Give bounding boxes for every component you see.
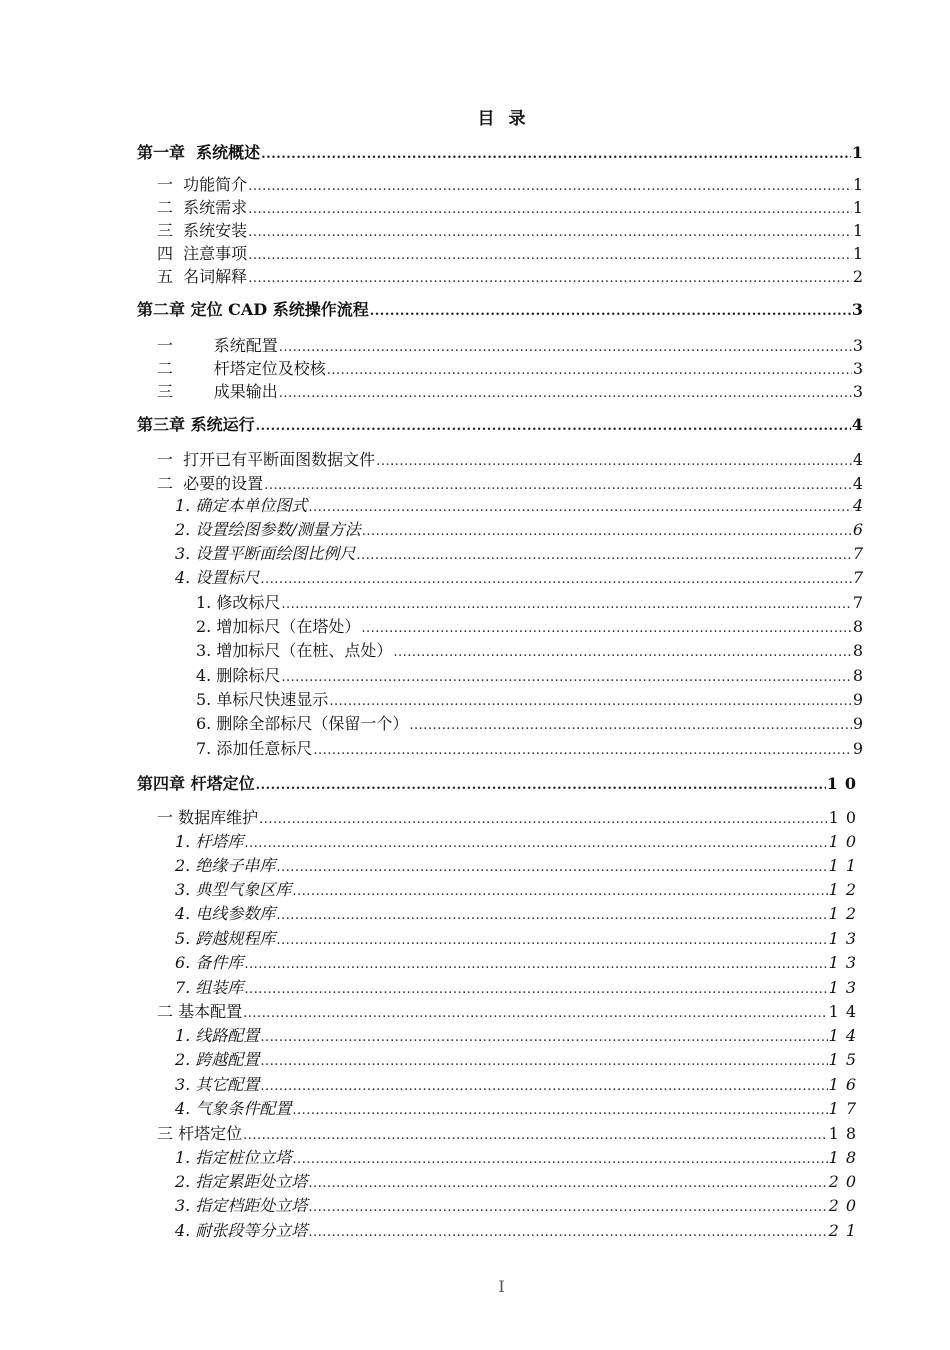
toc-entry[interactable] (175, 1218, 863, 1241)
toc-entry-page: 1 (852, 175, 863, 194)
leader-dots (292, 1103, 827, 1118)
toc-entry[interactable] (157, 447, 863, 470)
toc-entry[interactable] (157, 333, 863, 356)
leader-dots (308, 1176, 827, 1191)
toc-entry-label: 4. 删除标尺 (196, 666, 281, 685)
toc-entry[interactable] (157, 1121, 863, 1144)
toc-entry-label: 二 基本配置 (157, 1002, 243, 1021)
toc-entry-label: 二 必要的设置 (157, 474, 264, 493)
toc-entry-page: 1 (852, 221, 863, 240)
toc-entry-label: 五 名词解释 (157, 267, 248, 286)
toc-entry-label: 1. 指定桩位立塔 (175, 1148, 292, 1167)
toc-entry-page: 3 (852, 359, 863, 378)
toc-entry-page: 1 (852, 198, 863, 217)
toc-entry-page: 8 (852, 666, 863, 685)
leader-dots (244, 836, 827, 851)
toc-entry-page: 7 (852, 593, 863, 612)
leader-dots (248, 202, 852, 217)
leader-dots (308, 1200, 827, 1215)
toc-entry[interactable] (196, 663, 863, 686)
toc-entry[interactable] (157, 172, 863, 195)
toc-entry[interactable] (157, 379, 863, 402)
leader-dots (393, 645, 851, 660)
leader-dots (276, 933, 827, 948)
leader-dots (313, 743, 851, 758)
toc-entry[interactable] (175, 565, 863, 588)
leader-dots (243, 1006, 828, 1021)
leader-dots (256, 778, 826, 793)
toc-entry[interactable] (175, 950, 863, 973)
toc-chapter-entry[interactable] (137, 412, 863, 435)
toc-entry[interactable] (157, 218, 863, 241)
toc-entry-label: 3. 其它配置 (175, 1075, 260, 1094)
toc-entry-label: 第四章 杆塔定位 (137, 774, 255, 793)
toc-entry-page: 9 (852, 690, 863, 709)
toc-entry-page: 3 (852, 382, 863, 401)
toc-entry-label: 三 杆塔定位 (157, 1124, 243, 1143)
toc-entry[interactable] (196, 736, 863, 759)
toc-entry-label: 4. 电线参数库 (175, 904, 276, 923)
toc-entry[interactable] (175, 1169, 863, 1192)
toc-entry[interactable] (175, 1145, 863, 1168)
leader-dots (329, 694, 851, 709)
toc-entry-page: 16 (828, 1075, 863, 1094)
leader-dots (248, 179, 852, 194)
leader-dots (281, 670, 851, 685)
leader-dots (281, 597, 851, 612)
toc-entry-page: 13 (828, 953, 863, 972)
leader-dots (308, 1225, 827, 1240)
toc-entry[interactable] (175, 493, 863, 516)
toc-entry[interactable] (175, 517, 863, 540)
leader-dots (356, 548, 851, 563)
toc-entry-page: 7 (852, 544, 863, 563)
toc-entry-label: 6. 删除全部标尺（保留一个） (196, 714, 409, 733)
toc-entry-label: 二 系统需求 (157, 198, 248, 217)
toc-entry-label: 二 杆塔定位及校核 (157, 359, 326, 378)
toc-entry[interactable] (175, 926, 863, 949)
toc-entry[interactable] (157, 999, 863, 1022)
toc-entry-page: 6 (852, 520, 863, 539)
toc-entry-label: 2. 跨越配置 (175, 1050, 260, 1069)
toc-entry[interactable] (157, 471, 863, 494)
toc-entry-page: 2 (852, 267, 863, 286)
leader-dots (256, 419, 851, 434)
leader-dots (260, 1079, 827, 1094)
leader-dots (260, 572, 851, 587)
leader-dots (259, 812, 828, 827)
toc-entry[interactable] (175, 1047, 863, 1070)
toc-entry-label: 6. 备件库 (175, 953, 244, 972)
leader-dots (292, 1152, 827, 1167)
toc-entry-page: 17 (828, 1099, 863, 1118)
toc-entry-label: 3. 增加标尺（在桩、点处） (196, 641, 393, 660)
toc-entry[interactable] (196, 687, 863, 710)
toc-entry-page: 18 (828, 1124, 863, 1143)
toc-entry-page: 11 (828, 856, 863, 875)
toc-chapter-entry[interactable] (137, 771, 863, 794)
toc-entry-page: 9 (852, 739, 863, 758)
toc-entry-label: 1. 确定本单位图式 (175, 496, 308, 515)
toc-entry-label: 3. 设置平断面绘图比例尺 (175, 544, 356, 563)
toc-entry-page: 8 (852, 641, 863, 660)
toc-entry-label: 2. 绝缘子串库 (175, 856, 276, 875)
toc-entry-label: 3. 指定档距处立塔 (175, 1196, 308, 1215)
leader-dots (376, 454, 852, 469)
toc-entry-page: 20 (828, 1172, 863, 1191)
page-number: I (498, 1277, 505, 1296)
toc-entry[interactable] (175, 901, 863, 924)
leader-dots (244, 957, 827, 972)
toc-entry-label: 第二章 定位 CAD 系统操作流程 (137, 300, 369, 319)
toc-title: 目 录 (477, 109, 530, 129)
leader-dots (244, 982, 827, 997)
toc-entry-page: 1 (852, 244, 863, 263)
toc-entry-page: 10 (828, 832, 863, 851)
leader-dots (409, 718, 851, 733)
toc-entry-label: 4. 气象条件配置 (175, 1099, 292, 1118)
toc-entry-page: 10 (826, 774, 863, 793)
toc-entry[interactable] (196, 638, 863, 661)
toc-entry[interactable] (175, 1193, 863, 1216)
toc-entry-page: 14 (828, 1026, 863, 1045)
toc-entry-page: 12 (828, 880, 863, 899)
toc-entry-page: 20 (828, 1196, 863, 1215)
toc-entry[interactable] (175, 975, 863, 998)
leader-dots (248, 225, 852, 240)
toc-entry-label: 一 功能简介 (157, 175, 248, 194)
toc-entry-page: 7 (852, 568, 863, 587)
toc-entry-label: 3. 典型气象区库 (175, 880, 292, 899)
toc-entry-page: 4 (852, 450, 863, 469)
leader-dots (276, 908, 827, 923)
toc-entry-page: 15 (828, 1050, 863, 1069)
toc-entry-label: 2. 设置绘图参数/测量方法 (175, 520, 361, 539)
toc-entry-page: 1 (851, 143, 863, 162)
leader-dots (261, 147, 851, 162)
leader-dots (308, 500, 851, 515)
leader-dots (370, 304, 851, 319)
toc-entry-label: 4. 设置标尺 (175, 568, 260, 587)
toc-entry-page: 8 (852, 617, 863, 636)
toc-entry-page: 10 (828, 808, 863, 827)
toc-entry[interactable] (175, 1023, 863, 1046)
toc-entry[interactable] (175, 877, 863, 900)
toc-entry-page: 13 (828, 929, 863, 948)
toc-entry[interactable] (175, 541, 863, 564)
toc-entry-label: 7. 添加任意标尺 (196, 739, 313, 758)
toc-entry-label: 5. 跨越规程库 (175, 929, 276, 948)
toc-entry[interactable] (196, 614, 863, 637)
toc-chapter-entry[interactable] (137, 297, 863, 320)
toc-entry-page: 21 (828, 1221, 863, 1240)
toc-entry-page: 4 (852, 474, 863, 493)
toc-entry-page: 3 (852, 336, 863, 355)
leader-dots (248, 248, 852, 263)
leader-dots (327, 363, 852, 378)
toc-entry-label: 四 注意事项 (157, 244, 248, 263)
toc-entry-label: 1. 线路配置 (175, 1026, 260, 1045)
toc-entry-page: 4 (851, 415, 863, 434)
toc-entry-page: 3 (851, 300, 863, 319)
leader-dots (276, 860, 827, 875)
toc-entry-label: 1. 杆塔库 (175, 832, 244, 851)
leader-dots (264, 478, 852, 493)
leader-dots (248, 271, 852, 286)
toc-entry[interactable] (157, 805, 863, 828)
toc-entry-label: 第三章 系统运行 (137, 415, 255, 434)
toc-entry-label: 1. 修改标尺 (196, 593, 281, 612)
toc-entry[interactable] (157, 356, 863, 379)
toc-entry[interactable] (175, 1072, 863, 1095)
toc-entry-label: 三 系统安装 (157, 221, 248, 240)
toc-entry-label: 7. 组装库 (175, 978, 244, 997)
toc-entry-page: 12 (828, 904, 863, 923)
toc-entry-label: 第一章 系统概述 (137, 143, 261, 162)
toc-entry[interactable] (157, 264, 863, 287)
toc-entry[interactable] (175, 853, 863, 876)
toc-entry-page: 14 (828, 1002, 863, 1021)
leader-dots (260, 1054, 827, 1069)
toc-entry-label: 2. 增加标尺（在塔处） (196, 617, 361, 636)
toc-chapter-entry[interactable] (137, 140, 863, 163)
toc-entry-label: 2. 指定累距处立塔 (175, 1172, 308, 1191)
toc-entry-page: 4 (852, 496, 863, 515)
toc-entry[interactable] (175, 829, 863, 852)
leader-dots (243, 1128, 828, 1143)
leader-dots (361, 621, 851, 636)
toc-entry-label: 5. 单标尺快速显示 (196, 690, 329, 709)
toc-entry-page: 18 (828, 1148, 863, 1167)
toc-entry-page: 13 (828, 978, 863, 997)
toc-entry[interactable] (175, 1096, 863, 1119)
toc-entry-label: 4. 耐张段等分立塔 (175, 1221, 308, 1240)
leader-dots (260, 1030, 827, 1045)
toc-entry-label: 一 打开已有平断面图数据文件 (157, 450, 376, 469)
leader-dots (279, 340, 852, 355)
toc-entry[interactable] (157, 241, 863, 264)
toc-entry[interactable] (157, 195, 863, 218)
toc-entry-label: 三 成果输出 (157, 382, 278, 401)
toc-entry-page: 9 (852, 714, 863, 733)
toc-entry[interactable] (196, 711, 863, 734)
leader-dots (279, 386, 852, 401)
toc-entry-label: 一 数据库维护 (157, 808, 259, 827)
leader-dots (362, 524, 852, 539)
toc-entry-label: 一 系统配置 (157, 336, 278, 355)
toc-entry[interactable] (196, 590, 863, 613)
leader-dots (292, 884, 827, 899)
